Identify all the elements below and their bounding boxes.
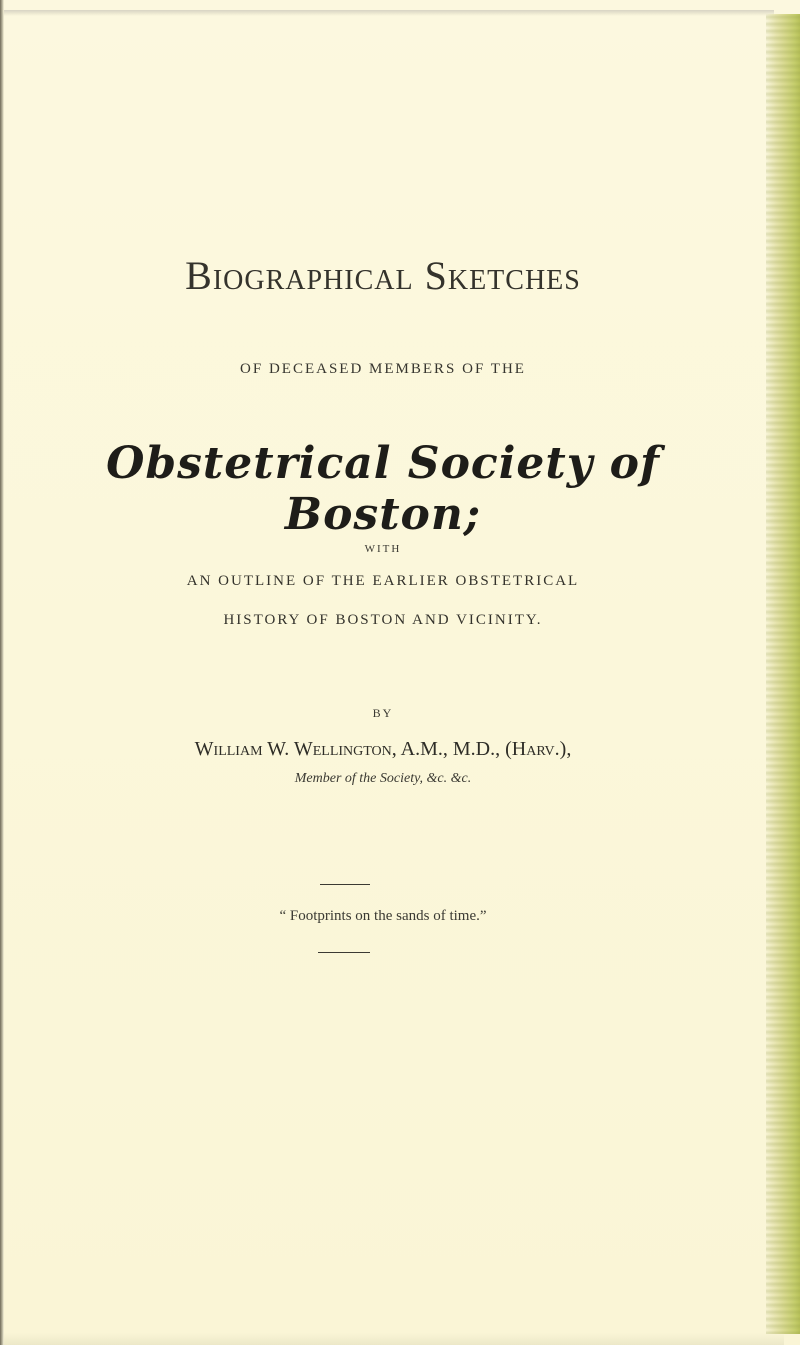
with-label: WITH [364, 543, 402, 555]
book-title: Biographical Sketches [185, 253, 581, 298]
epigraph: “ Footprints on the sands of time.” [279, 908, 487, 924]
society-name: Obstetrical Society of Boston; [106, 438, 660, 540]
page-right-edge [766, 14, 800, 1334]
by-label: BY [372, 706, 394, 720]
outline-line-1: AN OUTLINE OF THE EARLIER OBSTETRICAL [186, 573, 580, 589]
divider-bottom [318, 952, 370, 953]
outline-line-2: HISTORY OF BOSTON AND VICINITY. [223, 612, 543, 628]
author-line: William W. Wellington, A.M., M.D., (Harv.), [194, 738, 572, 760]
subtitle: OF DECEASED MEMBERS OF THE [240, 361, 526, 377]
divider-top [320, 884, 370, 885]
member-line: Member of the Society, &c. &c. [294, 771, 472, 786]
